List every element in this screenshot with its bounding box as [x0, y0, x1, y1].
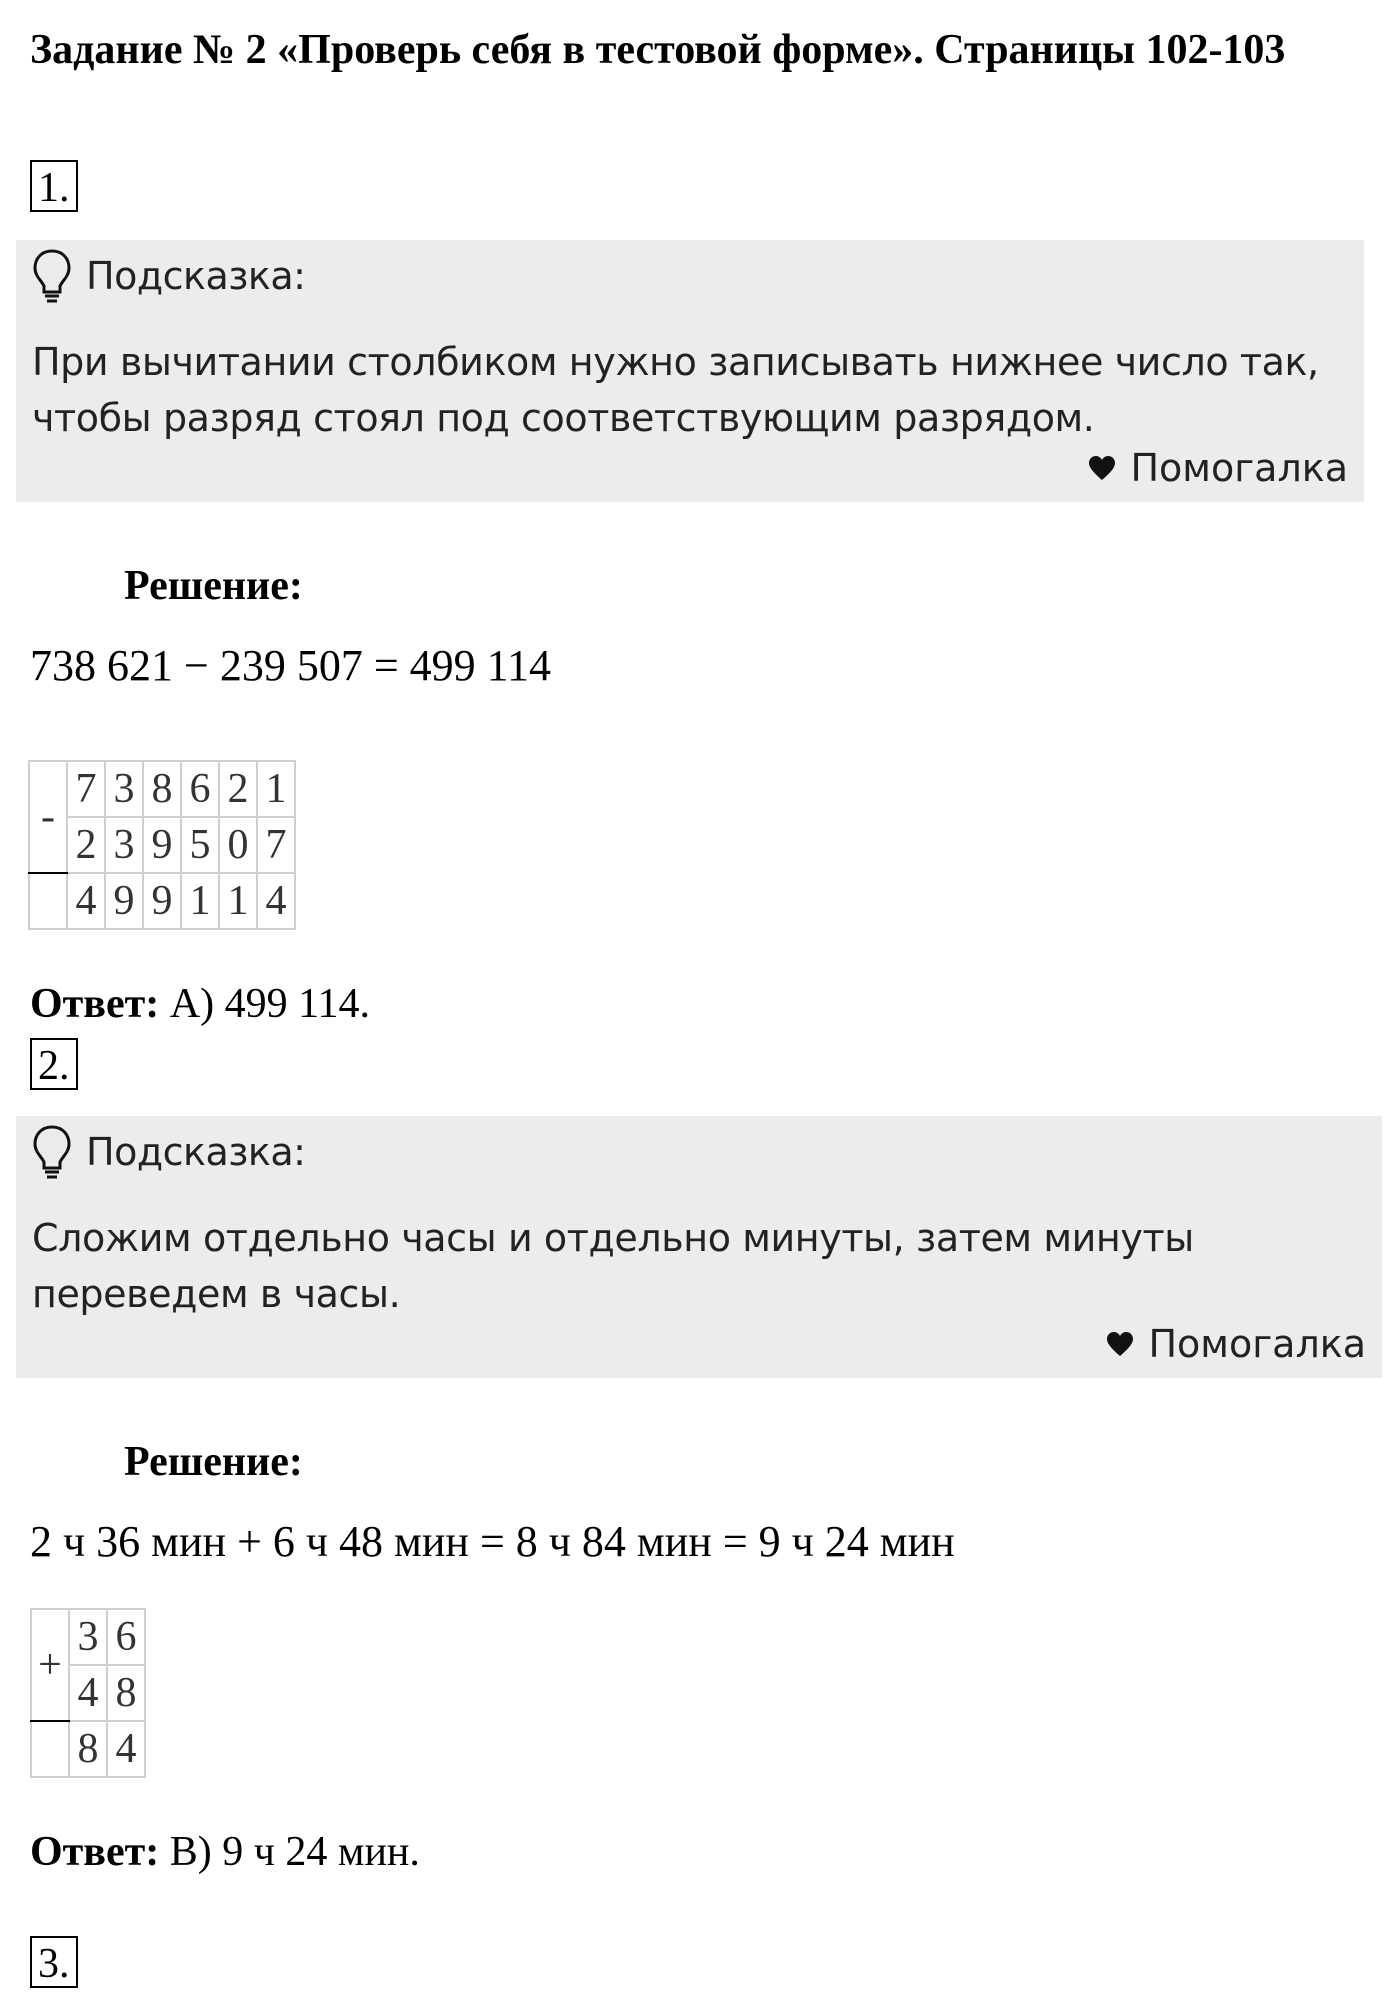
- helper-link-label: Помогалка: [1148, 1322, 1366, 1366]
- answer-line: [30, 1828, 420, 1876]
- digit-cell: 9: [143, 817, 181, 873]
- hint-text-line: чтобы разряд стоял под соответствующим разрядом.: [32, 396, 1095, 440]
- digit-cell: 2: [67, 817, 105, 873]
- equation: 2 ч 36 мин + 6 ч 48 мин = 8 ч 84 мин = 9 ч 24 мин: [30, 1517, 955, 1566]
- answer-value: В) 9 ч 24 мин.: [159, 1829, 420, 1875]
- heart-icon: [1106, 1331, 1134, 1357]
- column-row: [31, 1609, 145, 1665]
- page-title: Задание № 2 «Проверь себя в тестовой форме». Страницы 102-103: [30, 27, 1286, 73]
- digit-cell: 3: [105, 761, 143, 817]
- answer-label: Ответ:: [30, 1829, 160, 1875]
- hint-heading: Подсказка:: [86, 1130, 306, 1174]
- hint-text-line: Сложим отдельно часы и отдельно минуты, затем минуты: [32, 1216, 1194, 1260]
- empty-cell: [31, 1721, 69, 1777]
- task-number-3: 3.: [30, 1936, 78, 1988]
- heart-icon: [1088, 455, 1116, 481]
- column-subtraction: [28, 760, 296, 930]
- helper-link[interactable]: [1106, 1322, 1366, 1366]
- lightbulb-icon: [32, 248, 72, 304]
- digit-cell: 1: [257, 761, 295, 817]
- lightbulb-icon: [32, 1124, 72, 1180]
- hint-header: [32, 1124, 305, 1180]
- digit-cell: 0: [219, 817, 257, 873]
- hint-text-line: При вычитании столбиком нужно записывать нижнее число так,: [32, 340, 1319, 384]
- hint-box-1: [16, 240, 1364, 502]
- column-addition: [30, 1608, 146, 1778]
- digit-cell: 8: [69, 1721, 107, 1777]
- digit-cell: 8: [107, 1665, 145, 1721]
- column-row: [31, 1721, 145, 1777]
- digit-cell: 7: [257, 817, 295, 873]
- answer-label: Ответ:: [30, 981, 160, 1027]
- digit-cell: 4: [257, 873, 295, 929]
- answer-value: А) 499 114.: [159, 981, 371, 1027]
- task-number-1: 1.: [30, 160, 78, 212]
- digit-cell: 9: [143, 873, 181, 929]
- equation: 738 621 − 239 507 = 499 114: [30, 641, 551, 690]
- digit-cell: 1: [181, 873, 219, 929]
- digit-cell: 9: [105, 873, 143, 929]
- empty-cell: [29, 873, 67, 929]
- helper-link-label: Помогалка: [1130, 446, 1348, 490]
- hint-box-2: [16, 1116, 1382, 1378]
- digit-cell: 7: [67, 761, 105, 817]
- digit-cell: 3: [105, 817, 143, 873]
- digit-cell: 8: [143, 761, 181, 817]
- hint-header: [32, 248, 305, 304]
- solution-heading: Решение:: [124, 1439, 303, 1485]
- digit-cell: 4: [69, 1665, 107, 1721]
- hint-heading: Подсказка:: [86, 254, 306, 298]
- helper-link[interactable]: [1088, 446, 1348, 490]
- task-number-2: 2.: [30, 1038, 78, 1090]
- digit-cell: 4: [67, 873, 105, 929]
- column-row: [29, 873, 295, 929]
- digit-cell: 5: [181, 817, 219, 873]
- digit-cell: 1: [219, 873, 257, 929]
- digit-cell: 6: [181, 761, 219, 817]
- hint-text-line: переведем в часы.: [32, 1272, 401, 1316]
- column-row: [29, 761, 295, 817]
- digit-cell: 6: [107, 1609, 145, 1665]
- answer-line: [30, 980, 370, 1028]
- digit-cell: 4: [107, 1721, 145, 1777]
- column-row: [29, 817, 295, 873]
- digit-cell: 2: [219, 761, 257, 817]
- operation-sign: +: [31, 1609, 69, 1721]
- solution-heading: Решение:: [124, 563, 303, 609]
- digit-cell: 3: [69, 1609, 107, 1665]
- operation-sign: -: [29, 761, 67, 873]
